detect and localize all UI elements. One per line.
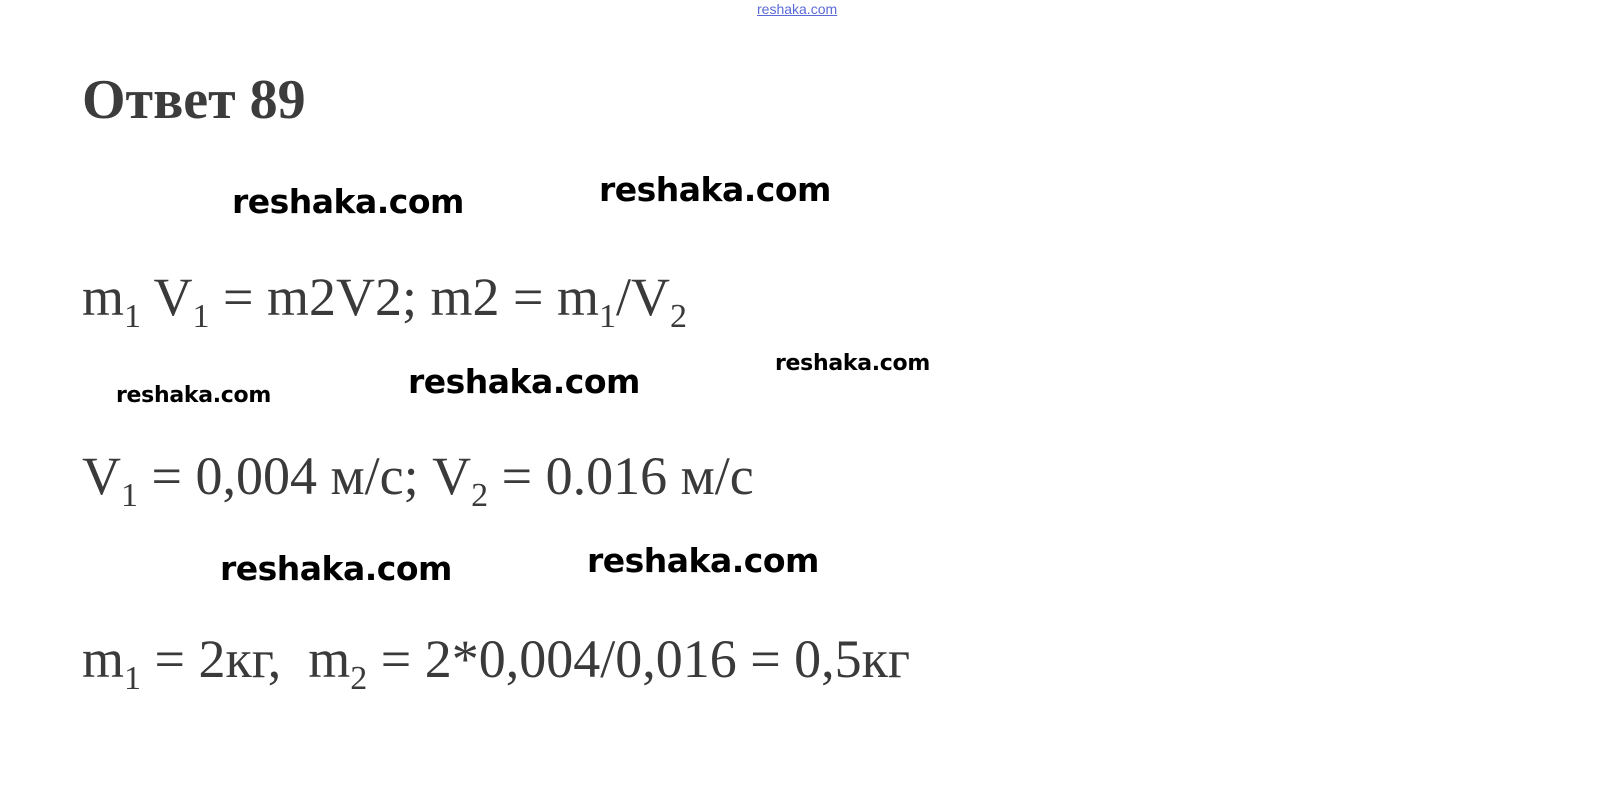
eq-text: = 0,004 м/с; V [138,446,472,506]
equation-masses [82,629,911,697]
eq-subscript: 2 [350,659,368,697]
eq-text: = 0.016 м/с [488,446,754,506]
eq-text: = m2V2; m2 = m [209,267,599,327]
watermark: reshaka.com [599,170,831,209]
page-title: Ответ 89 [82,69,306,131]
watermark: reshaka.com [116,383,271,408]
eq-text: = 2*0,004/0,016 = 0,5кг [367,629,911,689]
eq-subscript: 2 [471,476,489,514]
eq-text: V [141,267,193,327]
eq-text: V [82,446,121,506]
site-link[interactable]: reshaka.com [757,1,838,17]
watermark: reshaka.com [232,182,464,221]
watermark: reshaka.com [587,541,819,580]
eq-subscript: 1 [598,297,616,335]
eq-subscript: 1 [124,659,142,697]
eq-subscript: 1 [124,297,142,335]
watermark: reshaka.com [220,549,452,588]
watermark: reshaka.com [408,362,640,401]
eq-subscript: 1 [192,297,210,335]
eq-text: /V [615,267,670,327]
eq-text: m [82,629,125,689]
eq-text: m [82,267,125,327]
eq-subscript: 1 [121,476,138,514]
equation-velocities [82,446,754,514]
watermark: reshaka.com [775,351,930,376]
eq-subscript: 2 [669,297,687,335]
eq-text: = 2кг, m [141,629,351,689]
equation-momentum [82,267,687,335]
